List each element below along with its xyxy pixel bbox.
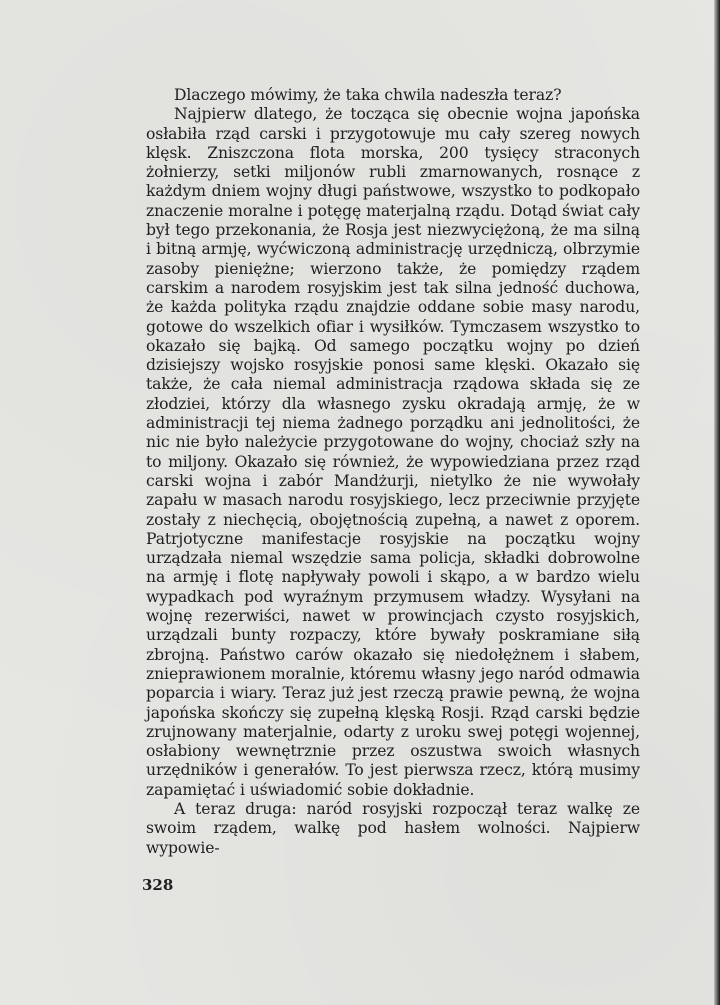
body-text (146, 86, 640, 858)
page-number: 328 (142, 876, 174, 894)
paragraph-main: Najpierw dlatego, że tocząca się obecnie wojna japońska osłabiła rząd carski i przygotowuje mu cały szereg nowych klęsk. Zniszczona flota morska, 200 tysięcy straconych żołnierzy, setki miljonów rubli zmarnowanych, rosnące z każdym dniem wojny długi państwowe, wszystko to podkopało znaczenie moralne i potęgę materjalną rządu. Dotąd świat cały był tego przekonania, że Rosja jest niezwyciężoną, że ma silną i bitną armję, wyćwiczoną administrację urzędniczą, olbrzymie zasoby pieniężne; wierzono także, że pomiędzy rządem carskim a narodem rosyjskim jest tak silna jedność duchowa, że każda polityka rządu znajdzie oddane sobie masy narodu, gotowe do wszelkich ofiar i wysiłków. Tymczasem wszystko to okazało się bajką. Od samego początku wojny po dzień dzisiejszy wojsko rosyjskie ponosi same klęski. Okazało się także, że cała niemal administracja rządowa składa się ze złodziei, którzy dla własnego zysku okradają armję, że w administracji tej niema żadnego porządku ani jednolitości, że nic nie było należycie przygotowane do wojny, chociaż szły na to miljony. Okazało się również, że wypowiedziana przez rząd carski wojna i zabór Mandżurji, nietylko że nie wywołały zapału w masach narodu rosyjskiego, lecz przeciwnie przyjęte zostały z niechęcią, obojętnością zupełną, a nawet z oporem. Patrjotyczne manifestacje rosyjskie na początku wojny urządzała niemal wszędzie sama policja, składki dobrowolne na armję i flotę napływały powoli i skąpo, a w bardzo wielu wypadkach pod wyraźnym przymusem władzy. Wysyłani na wojnę rezerwiści, nawet w prowincjach czysto rosyjskich, urządzali bunty rozpaczy, które bywały poskramiane siłą zbrojną. Państwo carów okazało się niedołężnem i słabem, znieprawionem moralnie, któremu własny jego naród odmawia poparcia i wiary. Teraz już jest rzeczą prawie pewną, że wojna japońska skończy się zupełną klęską Rosji. Rząd carski będzie zrujnowany materjalnie, odarty z uroku swej potęgi wojennej, osłabiony wewnętrznie przez oszustwa swoich własnych urzędników i generałów. To jest pierwsza rzecz, którą musimy zapamiętać i uświadomić sobie dokładnie. (146, 105, 640, 799)
paragraph-question: Dlaczego mówimy, że taka chwila nadeszła teraz? (174, 86, 562, 104)
page-edge-shadow (714, 0, 720, 1005)
paragraph-continuation: A teraz druga: naród rosyjski rozpoczął teraz walkę ze swoim rządem, walkę pod hasłem wolności. Najpierw wypowie- (146, 799, 640, 857)
